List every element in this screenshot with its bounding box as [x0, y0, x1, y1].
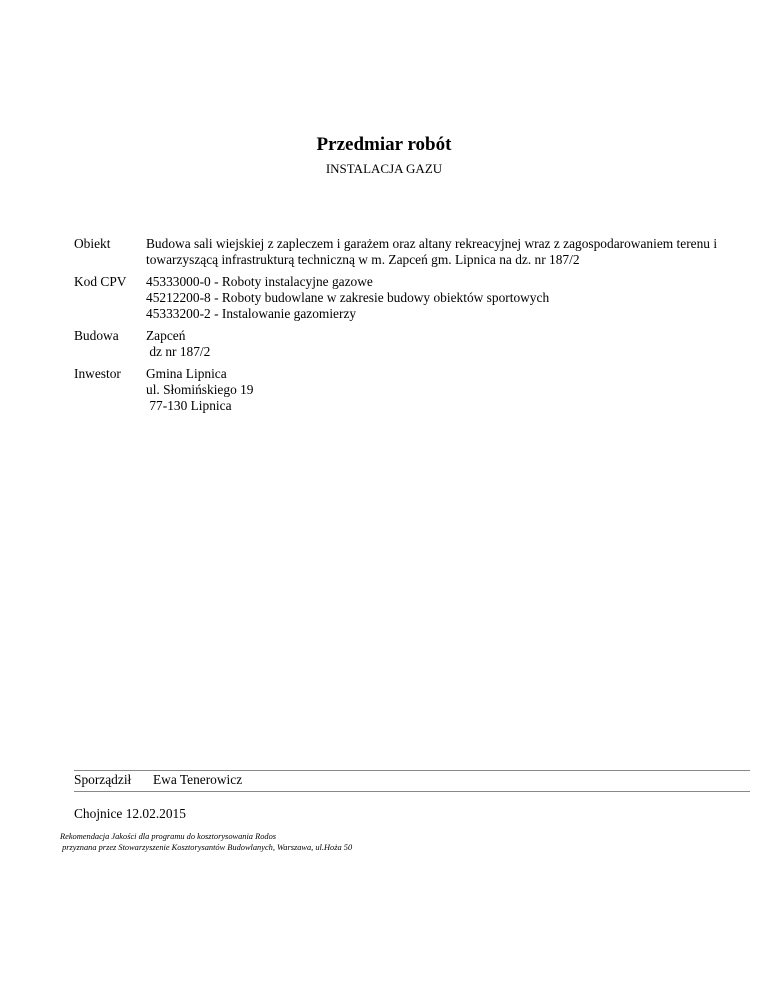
footer-note: [60, 832, 352, 853]
budowa-values: [146, 328, 764, 360]
document-subtitle: INSTALACJA GAZU: [325, 161, 443, 176]
obiekt-row: [74, 236, 764, 268]
kod-cpv-line: 45333000-0 - Roboty instalacyjne gazowe: [146, 274, 373, 289]
budowa-row: [74, 328, 764, 360]
inwestor-label: Inwestor: [74, 366, 121, 381]
footer-line-2: przyznana przez Stowarzyszenie Kosztorysantów Budowlanych, Warszawa, ul.Hoża 50: [60, 842, 353, 852]
budowa-line: Zapceń: [146, 328, 186, 343]
signature-bottom-divider: [74, 791, 750, 792]
kod-cpv-row: [74, 274, 764, 322]
kod-cpv-line: 45333200-2 - Instalowanie gazomierzy: [146, 306, 357, 321]
signature-row: [74, 772, 242, 788]
inwestor-line: ul. Słomińskiego 19: [146, 382, 254, 397]
kod-cpv-values: [146, 274, 764, 322]
project-info: [74, 236, 764, 420]
inwestor-line: Gmina Lipnica: [146, 366, 227, 381]
inwestor-row: [74, 366, 764, 414]
kod-cpv-label: Kod CPV: [74, 274, 127, 289]
kod-cpv-line: 45212200-8 - Roboty budowlane w zakresie budowy obiektów sportowych: [146, 290, 550, 305]
prepared-by-name: Ewa Tenerowicz: [153, 772, 243, 787]
prepared-by-label: Sporządził: [74, 772, 132, 787]
footer-line-1: Rekomendacja Jakości dla programu do kosztorysowania Rodos: [60, 832, 277, 841]
document-title: Przedmiar robót: [316, 134, 452, 155]
inwestor-line: 77-130 Lipnica: [146, 398, 232, 413]
place-date: Chojnice 12.02.2015: [74, 806, 186, 821]
inwestor-values: [146, 366, 764, 414]
obiekt-text: Budowa sali wiejskiej z zapleczem i garażem oraz altany rekreacyjnej wraz z zagospodarowaniem terenu i towarzyszącą infrastrukturą techniczną w m. Zapceń gm. Lipnica na dz. nr 187/2: [146, 236, 718, 267]
signature-top-divider: [74, 770, 750, 771]
obiekt-value: [146, 236, 764, 268]
budowa-line: dz nr 187/2: [146, 344, 211, 359]
obiekt-label: Obiekt: [74, 236, 111, 251]
budowa-label: Budowa: [74, 328, 119, 343]
